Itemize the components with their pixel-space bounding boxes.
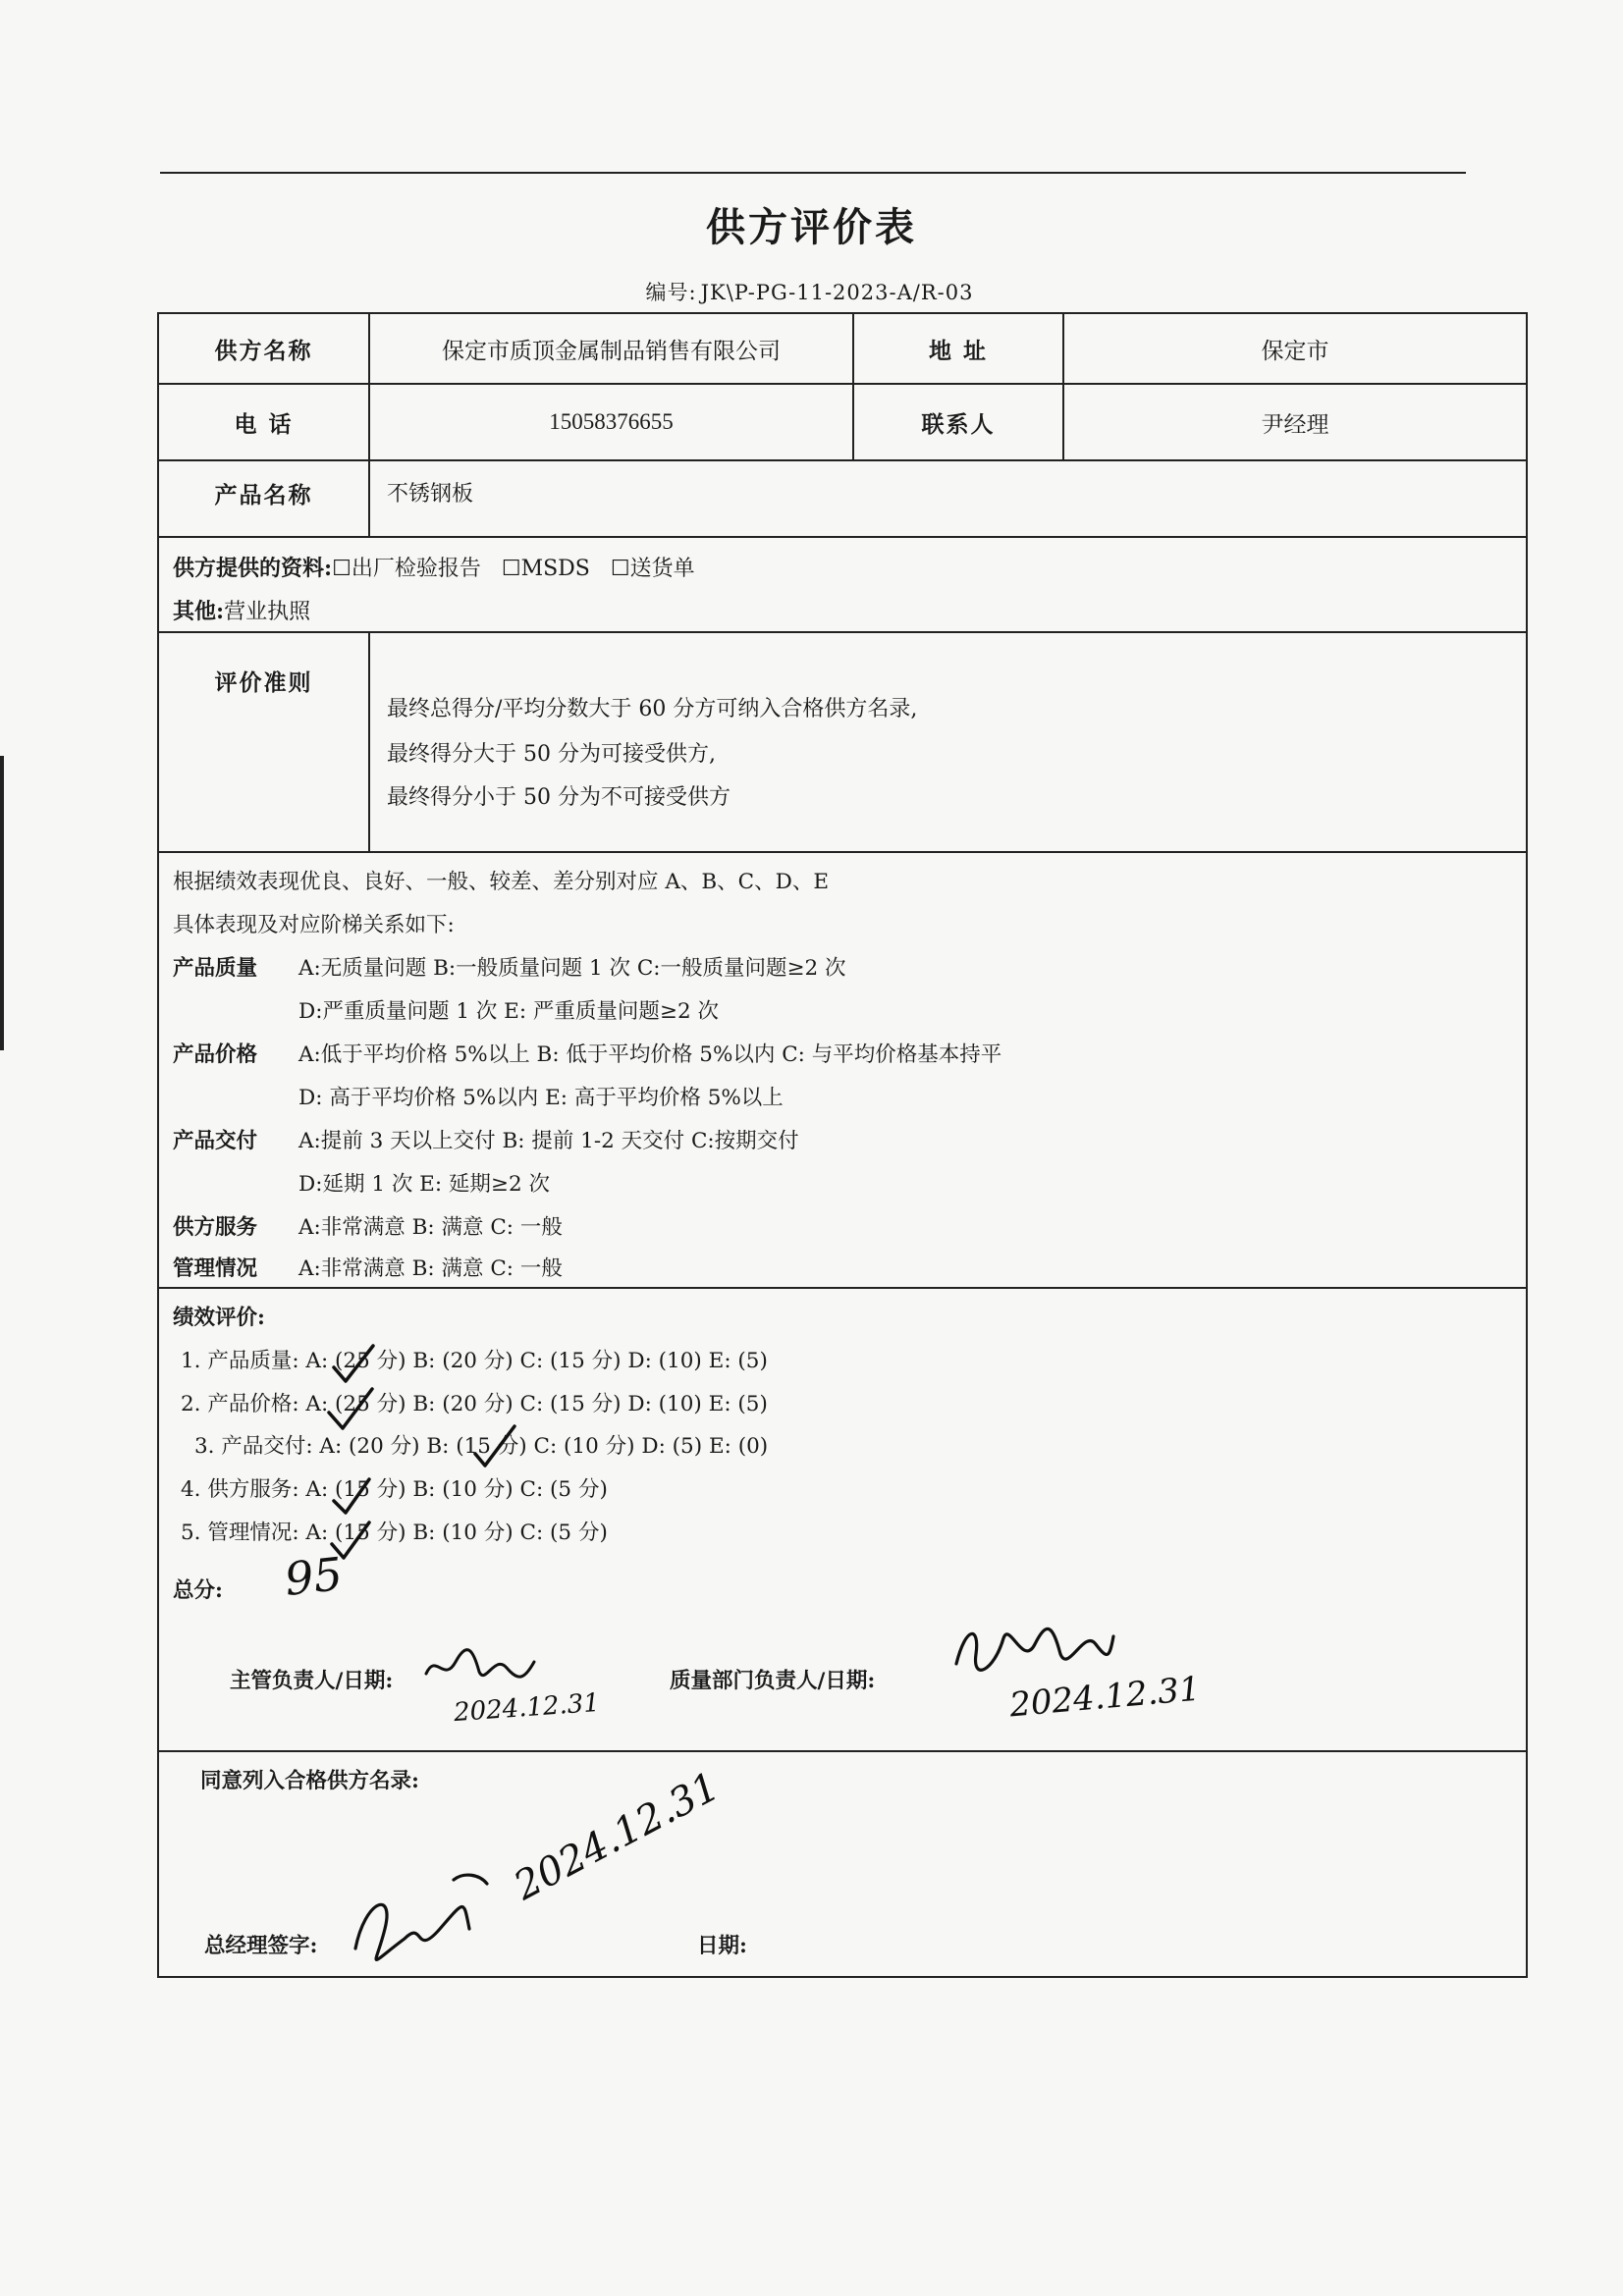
evaluation-label: 绩效评价: [173, 1306, 265, 1330]
criteria-row [159, 633, 1526, 853]
evaluation-item-price: 2. 产品价格: A: (25 分) B: (20 分) C: (15 分) D: (10) E: (5) [181, 1392, 768, 1416]
supplier-name-row [159, 314, 1526, 385]
rule-service-label: 供方服务 [173, 1215, 258, 1240]
phone-row [159, 385, 1526, 461]
gm-signature-label: 总经理签字: [204, 1934, 318, 1958]
form-title: 供方评价表 [706, 204, 917, 250]
address-value: 保定市 [1261, 338, 1329, 364]
check-mark-delivery-b [469, 1420, 528, 1479]
quality-dept-label: 质量部门负责人/日期: [670, 1669, 876, 1693]
doc-option-delivery-note: ☐送货单 [610, 557, 695, 581]
doc-option-inspection-report: ☐出厂检验报告 [332, 557, 481, 581]
phone-label: 电 话 [159, 385, 370, 459]
documents-line [173, 552, 695, 582]
gm-signature [346, 1860, 493, 1968]
document-number-value: JK\P-PG-11-2023-A/R-03 [700, 281, 974, 304]
rule-quality-label: 产品质量 [173, 956, 258, 981]
rule-price-line-2: D: 高于平均价格 5%以内 E: 高于平均价格 5%以上 [298, 1086, 784, 1110]
evaluation-item-management: 5. 管理情况: A: (15 分) B: (10 分) C: (5 分) [181, 1521, 608, 1545]
scan-edge-mark [0, 756, 4, 1050]
rule-quality-line-1: A:无质量问题 B:一般质量问题 1 次 C:一般质量问题≥2 次 [298, 956, 846, 981]
quality-dept-date: 2024.12.31 [1007, 1669, 1203, 1726]
documents-other-value: 营业执照 [224, 600, 311, 624]
rule-management-line-1: A:非常满意 B: 满意 C: 一般 [298, 1256, 563, 1281]
evaluation-row [159, 1289, 1526, 1752]
approval-agree-label: 同意列入合格供方名录: [200, 1769, 419, 1793]
supplier-name-label: 供方名称 [159, 314, 370, 383]
rule-price-label: 产品价格 [173, 1042, 258, 1067]
product-label: 产品名称 [159, 461, 370, 536]
quality-dept-signature [950, 1615, 1117, 1683]
rule-delivery-line-2: D:延期 1 次 E: 延期≥2 次 [298, 1172, 550, 1197]
criteria-line-3: 最终得分小于 50 分为不可接受供方 [387, 785, 730, 810]
document-number-label: 编号: [645, 281, 697, 304]
gm-date-handwritten: 2024.12.31 [507, 1763, 728, 1909]
evaluation-item-delivery: 3. 产品交付: A: (20 分) B: (15 分) C: (10 分) D: (5) E: (0) [194, 1434, 769, 1459]
contact-label: 联系人 [854, 385, 1064, 459]
rules-intro-2: 具体表现及对应阶梯关系如下: [173, 913, 455, 937]
supervisor-label: 主管负责人/日期: [230, 1669, 394, 1693]
top-rule [160, 172, 1466, 174]
evaluation-item-service: 4. 供方服务: A: (15 分) B: (10 分) C: (5 分) [181, 1477, 608, 1502]
rules-row [159, 853, 1526, 1289]
rule-quality-line-2: D:严重质量问题 1 次 E: 严重质量问题≥2 次 [298, 999, 719, 1024]
contact-value: 尹经理 [1261, 411, 1329, 438]
total-label: 总分: [173, 1578, 223, 1603]
document-number [0, 277, 1623, 306]
rules-intro: 根据绩效表现优良、良好、一般、较差、差分别对应 A、B、C、D、E [173, 870, 830, 894]
documents-label: 供方提供的资料: [173, 556, 333, 581]
rule-delivery-line-1: A:提前 3 天以上交付 B: 提前 1-2 天交付 C:按期交付 [298, 1129, 799, 1153]
doc-option-msds: ☐MSDS [501, 557, 590, 581]
rule-service-line-1: A:非常满意 B: 满意 C: 一般 [298, 1215, 563, 1240]
criteria-line-1: 最终总得分/平均分数大于 60 分方可纳入合格供方名录, [387, 697, 918, 721]
total-value-handwritten: 95 [282, 1547, 346, 1606]
supervisor-signature [422, 1644, 540, 1693]
evaluation-form [157, 312, 1528, 1978]
product-value: 不锈钢板 [387, 482, 474, 507]
approval-row [159, 1752, 1526, 1976]
check-mark-price-a [321, 1379, 380, 1438]
rule-price-line-1: A:低于平均价格 5%以上 B: 低于平均价格 5%以内 C: 与平均价格基本持平 [298, 1042, 1002, 1067]
documents-other-label: 其他: [173, 599, 225, 624]
product-row [159, 461, 1526, 538]
address-label: 地 址 [854, 314, 1064, 383]
phone-value: 15058376655 [370, 385, 854, 459]
criteria-label: 评价准则 [159, 633, 370, 851]
documents-other-line [173, 595, 310, 625]
supplier-name-value: 保定市质顶金属制品销售有限公司 [370, 314, 854, 383]
documents-row [159, 538, 1526, 633]
date-label: 日期: [697, 1934, 747, 1958]
supervisor-date: 2024.12.31 [453, 1687, 601, 1729]
rule-delivery-label: 产品交付 [173, 1129, 258, 1153]
rule-management-label: 管理情况 [173, 1256, 258, 1281]
criteria-line-2: 最终得分大于 50 分为可接受供方, [387, 742, 716, 767]
evaluation-item-quality: 1. 产品质量: A: (25 分) B: (20 分) C: (15 分) D: (10) E: (5) [181, 1349, 768, 1373]
